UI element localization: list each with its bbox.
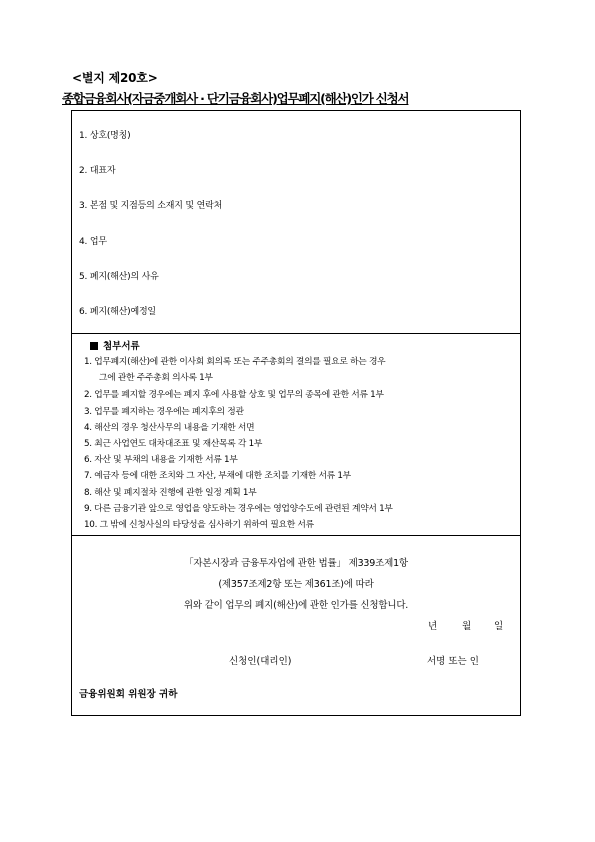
field-company-name: 1. 상호(명칭) bbox=[79, 131, 131, 141]
attachment-item: 7. 예금자 등에 대한 조치와 그 자산, 부채에 대한 조치를 기재한 서류 1부 bbox=[84, 471, 351, 481]
declaration-article: (제357조제2항 또는 제361조)에 따라 bbox=[218, 579, 374, 590]
square-bullet-icon bbox=[90, 342, 98, 350]
attachment-item: 4. 해산의 경우 청산사무의 내용을 기재한 서면 bbox=[84, 423, 255, 433]
form-box bbox=[71, 110, 521, 716]
attachment-item: 6. 자산 및 부채의 내용을 기재한 서류 1부 bbox=[84, 455, 238, 465]
field-representative: 2. 대표자 bbox=[79, 166, 116, 176]
declaration-law: 「자본시장과 금융투자업에 관한 법률」 제339조제1항 bbox=[184, 558, 408, 569]
addressee: 금융위원회 위원장 귀하 bbox=[79, 689, 178, 700]
attachment-item: 10. 그 밖에 신청사실의 타당성을 심사하기 위하여 필요한 서류 bbox=[84, 520, 314, 530]
date-day: 일 bbox=[494, 621, 504, 632]
field-business: 4. 업무 bbox=[79, 237, 107, 247]
attachment-item: 그에 관한 주주총회 의사록 1부 bbox=[99, 373, 213, 383]
applicant-label: 신청인(대리인) bbox=[229, 656, 292, 667]
attachment-item: 3. 업무를 폐지하는 경우에는 폐지후의 정관 bbox=[84, 407, 244, 417]
form-number: <별지 제20호> bbox=[72, 71, 158, 85]
divider bbox=[72, 333, 520, 334]
attachments-title: 첨부서류 bbox=[90, 338, 140, 352]
attachment-item: 5. 최근 사업연도 대차대조표 및 재산목록 각 1부 bbox=[84, 439, 263, 449]
field-scheduled-date: 6. 폐지(해산)예정일 bbox=[79, 307, 156, 317]
date-month: 월 bbox=[462, 621, 472, 632]
field-reason: 5. 폐지(해산)의 사유 bbox=[79, 272, 159, 282]
attachment-item: 8. 해산 및 폐지절차 진행에 관한 일정 계획 1부 bbox=[84, 488, 257, 498]
divider bbox=[72, 535, 520, 536]
signature-label: 서명 또는 인 bbox=[427, 656, 479, 667]
attachment-item: 2. 업무를 폐지할 경우에는 폐지 후에 사용할 상호 및 업무의 종목에 관한 서류 1부 bbox=[84, 390, 384, 400]
declaration-statement: 위와 같이 업무의 폐지(해산)에 관한 인가를 신청합니다. bbox=[183, 600, 409, 611]
form-title: 종합금융회사(자금중개회사 · 단기금융회사)업무폐지(해산)인가 신청서 bbox=[62, 91, 409, 106]
field-location: 3. 본점 및 지점등의 소재지 및 연락처 bbox=[79, 201, 223, 211]
attachment-item: 9. 다른 금융기관 앞으로 영업을 양도하는 경우에는 영업양수도에 관련된 계약서 1부 bbox=[84, 504, 393, 514]
attachment-item: 1. 업무폐지(해산)에 관한 이사회 회의록 또는 주주총회의 결의를 필요로 하는 경우 bbox=[84, 357, 386, 367]
date-year: 년 bbox=[428, 621, 438, 632]
